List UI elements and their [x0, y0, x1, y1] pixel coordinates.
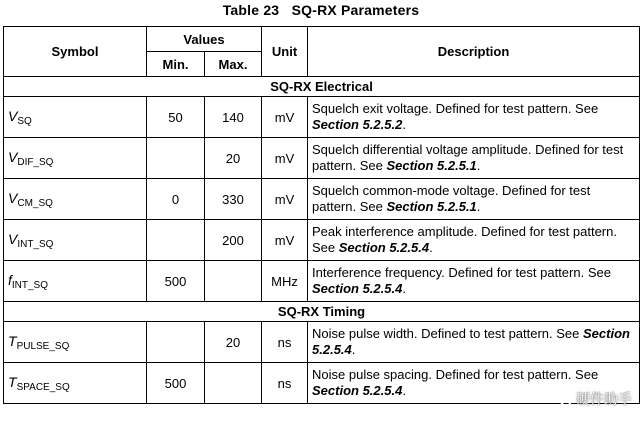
symbol-cell [4, 322, 147, 363]
symbol-subscript: CM_SQ [17, 197, 53, 209]
max-cell: 200 [205, 220, 262, 261]
description-text: Squelch exit voltage. Defined for test pattern. See [312, 101, 599, 116]
max-cell: 20 [205, 138, 262, 179]
table-row [4, 261, 640, 302]
description-cell [308, 261, 640, 302]
table-row [4, 138, 640, 179]
symbol-main: f [8, 271, 12, 288]
symbol-cell [4, 261, 147, 302]
header-unit: Unit [262, 27, 308, 77]
min-cell [147, 322, 205, 363]
watermark [554, 389, 632, 409]
max-cell: 140 [205, 97, 262, 138]
description-end: . [402, 281, 406, 296]
max-cell [205, 261, 262, 302]
description-end: . [351, 342, 356, 357]
symbol-main: V [8, 107, 18, 124]
unit-cell: mV [262, 179, 308, 220]
table-row [4, 220, 640, 261]
table-title: SQ-RX Parameters [291, 2, 420, 18]
min-cell: 50 [147, 97, 205, 138]
unit-cell: mV [262, 220, 308, 261]
table-number: Table 23 [222, 2, 280, 18]
max-cell: 330 [205, 179, 262, 220]
description-end: . [402, 117, 406, 132]
header-max: Max. [205, 52, 262, 77]
symbol-cell [4, 363, 147, 404]
symbol-main: V [8, 230, 18, 247]
header-description: Description [308, 27, 640, 77]
description-text: Interference frequency. Defined for test pattern. See [312, 265, 611, 280]
table-header [4, 27, 640, 77]
min-cell [147, 138, 205, 179]
unit-cell: MHz [262, 261, 308, 302]
table-row [4, 97, 640, 138]
section-reference-link[interactable]: Section 5.2.5.4 [338, 240, 430, 255]
symbol-main: V [8, 148, 18, 165]
max-cell: 20 [205, 322, 262, 363]
description-cell [308, 322, 640, 363]
section-reference-link[interactable]: Section 5.2.5.4 [312, 326, 630, 357]
symbol-subscript: DIF_SQ [17, 156, 54, 168]
symbol-cell [4, 179, 147, 220]
description-end: . [476, 199, 481, 214]
symbol-subscript: INT_SQ [11, 279, 49, 291]
symbol-cell [4, 138, 147, 179]
description-text: Noise pulse width. Defined to test pattern. See [312, 326, 584, 341]
unit-cell: ns [262, 322, 308, 363]
section-reference-link[interactable]: Section 5.2.5.1 [386, 199, 477, 214]
watermark-text: 硬件助手 [576, 391, 632, 407]
description-text: Squelch differential voltage amplitude. Defined for test pattern. See [312, 142, 624, 173]
description-text: Peak interference amplitude. Defined for test pattern. See [312, 224, 617, 255]
max-cell [205, 363, 262, 404]
description-end: . [476, 158, 481, 173]
description-cell [308, 138, 640, 179]
section-reference-link[interactable]: Section 5.2.5.4 [312, 281, 403, 296]
symbol-cell [4, 97, 147, 138]
symbol-main: V [8, 189, 18, 206]
symbol-subscript: PULSE_SQ [16, 340, 70, 352]
symbol-subscript: INT_SQ [17, 238, 54, 250]
description-cell [308, 179, 640, 220]
symbol-main: T [8, 332, 17, 349]
description-text: Noise pulse spacing. Defined for test pattern. See [312, 367, 599, 382]
section-title: SQ-RX Electrical [4, 77, 640, 97]
table-caption [0, 2, 642, 18]
min-cell [147, 220, 205, 261]
symbol-main: T [8, 373, 17, 390]
section-reference-link[interactable]: Section 5.2.5.4 [312, 383, 403, 398]
table-row [4, 179, 640, 220]
unit-cell: mV [262, 97, 308, 138]
description-end: . [429, 240, 433, 255]
min-cell: 0 [147, 179, 205, 220]
symbol-cell [4, 220, 147, 261]
header-values: Values [147, 27, 262, 52]
description-cell [308, 220, 640, 261]
table-row [4, 322, 640, 363]
section-reference-link[interactable]: Section 5.2.5.2 [312, 117, 403, 132]
wechat-icon [554, 391, 572, 407]
section-row [4, 77, 640, 97]
section-title: SQ-RX Timing [4, 302, 640, 322]
header-min: Min. [147, 52, 205, 77]
section-reference-link[interactable]: Section 5.2.5.1 [386, 158, 477, 173]
parameters-table [3, 26, 640, 404]
symbol-subscript: SQ [17, 115, 32, 127]
table-row [4, 363, 640, 404]
table-body [4, 77, 640, 404]
description-text: Squelch common-mode voltage. Defined for test pattern. See [312, 183, 591, 214]
description-cell [308, 97, 640, 138]
min-cell: 500 [147, 261, 205, 302]
unit-cell: mV [262, 138, 308, 179]
unit-cell: ns [262, 363, 308, 404]
symbol-subscript: SPACE_SQ [16, 381, 70, 393]
header-symbol: Symbol [4, 27, 147, 77]
description-end: . [402, 383, 406, 398]
section-row [4, 302, 640, 322]
min-cell: 500 [147, 363, 205, 404]
